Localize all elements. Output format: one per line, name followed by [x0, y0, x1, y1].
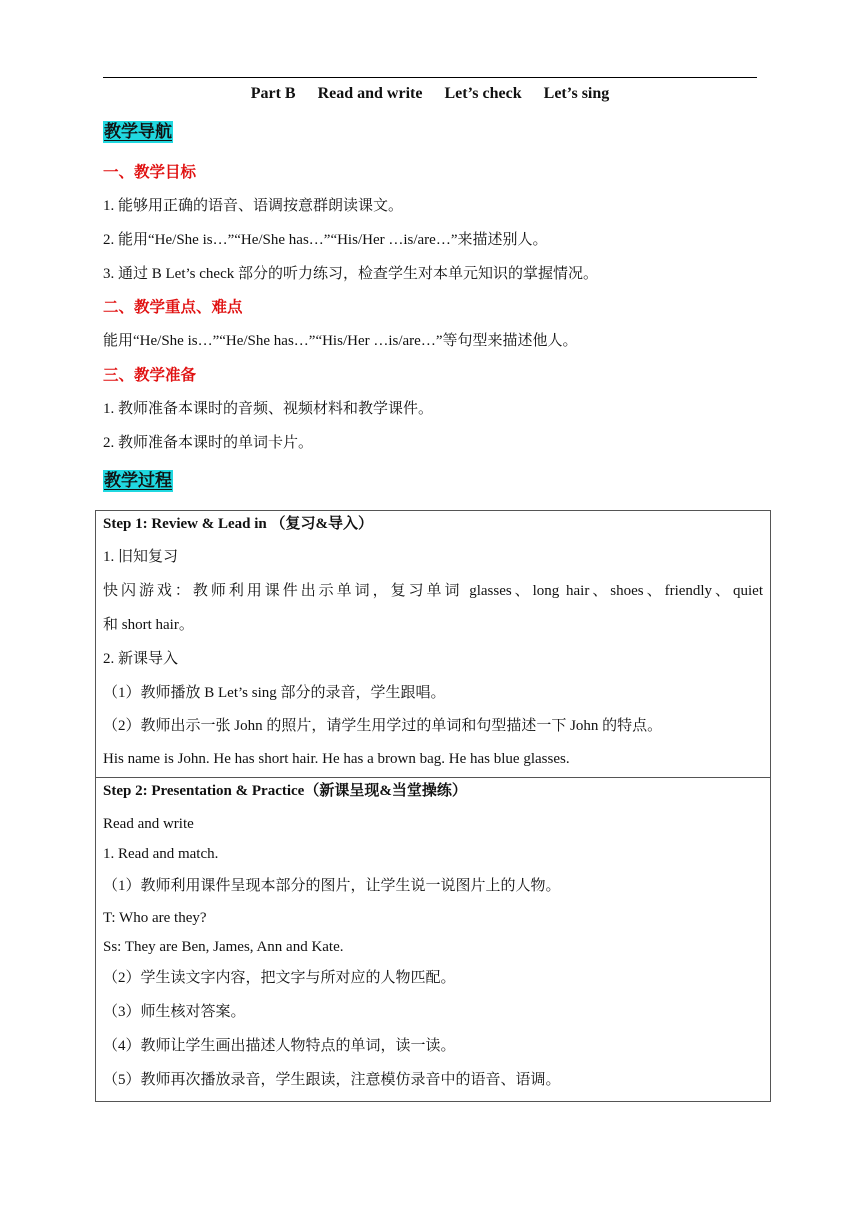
step1-line: His name is John. He has short hair. He has a brown bag. He has blue glasses. [103, 751, 570, 767]
title-part: Let’s sing [543, 85, 610, 102]
title-part: Part B [250, 85, 296, 102]
step1-line: 和 short hair。 [103, 617, 194, 633]
preparation-heading: 三、教学准备 [103, 365, 197, 384]
step2-line: 1. Read and match. [103, 846, 219, 862]
step2-line: Read and write [103, 816, 194, 832]
step2-line: （2）学生读文字内容，把文字与所对应的人物匹配。 [103, 970, 456, 986]
objective-item: 2. 能用“He/She is…”“He/She has…”“His/Her …is/are…”来描述别人。 [103, 232, 548, 248]
objective-item: 3. 通过 B Let’s check 部分的听力练习，检查学生对本单元知识的掌握情况。 [103, 266, 598, 282]
process-table [95, 510, 771, 1102]
objectives-heading: 一、教学目标 [103, 162, 197, 181]
key-points-heading: 二、教学重点、难点 [103, 297, 243, 316]
key-points-text: 能用“He/She is…”“He/She has…”“His/Her …is/are…”等句型来描述他人。 [103, 333, 578, 349]
nav-heading: 教学导航 [104, 122, 172, 142]
title-part: Read and write [317, 85, 423, 102]
step2-title: Step 2: Presentation & Practice（新课呈现&当堂操练） [103, 783, 467, 799]
preparation-item: 1. 教师准备本课时的音频、视频材料和教学课件。 [103, 401, 434, 417]
preparation-item: 2. 教师准备本课时的单词卡片。 [103, 435, 314, 451]
step2-line: （4）教师让学生画出描述人物特点的单词，读一读。 [103, 1038, 456, 1054]
step1-line: 快闪游戏：教师利用课件出示单词，复习单词 glasses、long hair、shoes、friendly、quiet [103, 583, 763, 599]
step2-line: Ss: They are Ben, James, Ann and Kate. [103, 939, 344, 955]
objective-item: 1. 能够用正确的语音、语调按意群朗读课文。 [103, 198, 404, 214]
header-rule [103, 77, 757, 78]
row-divider [96, 777, 770, 778]
process-heading: 教学过程 [104, 471, 172, 491]
step2-line: （3）师生核对答案。 [103, 1004, 246, 1020]
step1-line: （1）教师播放 B Let’s sing 部分的录音，学生跟唱。 [103, 685, 446, 701]
step2-line: （1）教师利用课件呈现本部分的图片，让学生说一说图片上的人物。 [103, 878, 561, 894]
step2-line: （5）教师再次播放录音，学生跟读，注意模仿录音中的语音、语调。 [103, 1072, 561, 1088]
step1-title: Step 1: Review & Lead in （复习&导入） [103, 516, 373, 532]
step1-line: （2）教师出示一张 John 的照片，请学生用学过的单词和句型描述一下 John 的特点。 [103, 718, 663, 734]
step1-line: 2. 新课导入 [103, 651, 179, 667]
page-title [0, 85, 860, 103]
title-part: Let’s check [444, 85, 522, 102]
step1-line: 1. 旧知复习 [103, 549, 179, 565]
step2-line: T: Who are they? [103, 910, 207, 926]
